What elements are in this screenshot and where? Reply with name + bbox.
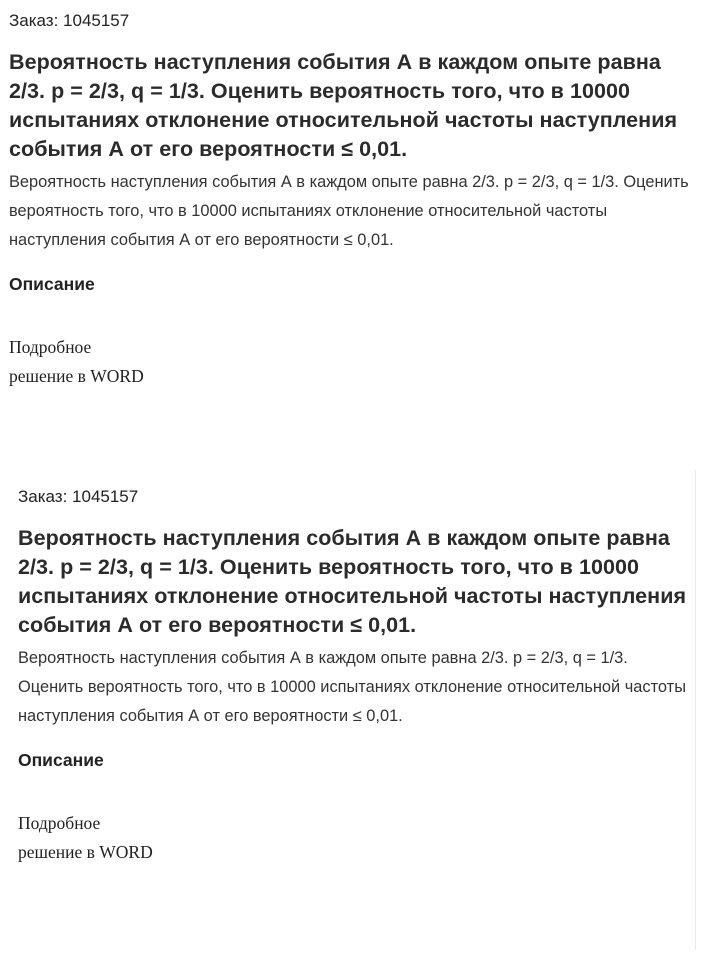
divider-line xyxy=(695,470,696,950)
order-number: Заказ: 1045157 xyxy=(18,487,139,506)
description-text xyxy=(9,333,209,391)
problem-title: Вероятность наступления события А в каждом опыте равна 2/3. p = 2/3, q = 1/3. Оценить вероятность того, что в 10000 испытаниях отклонение относительной частоты наступления события А от его вероятности ≤ 0,01. xyxy=(18,526,687,637)
description-heading: Описание xyxy=(9,274,95,294)
problem-title: Вероятность наступления события А в каждом опыте равна 2/3. p = 2/3, q = 1/3. Оценить вероятность того, что в 10000 испытаниях отклонение относительной частоты наступления события А от его вероятности ≤ 0,01. xyxy=(9,50,678,161)
problem-statement: Вероятность наступления события А в каждом опыте равна 2/3. p = 2/3, q = 1/3. Оценить вероятность того, что в 10000 испытаниях отклонение относительной частоты наступления события А от его вероятности ≤ 0,01. xyxy=(18,649,686,725)
description-heading: Описание xyxy=(18,750,104,770)
description-line: Подробное xyxy=(9,337,92,357)
order-block-primary xyxy=(9,8,695,391)
description-line: Подробное xyxy=(18,813,101,833)
description-text xyxy=(18,809,218,867)
order-block-copy xyxy=(18,484,690,867)
description-line: решение в WORD xyxy=(18,842,153,862)
problem-statement: Вероятность наступления события А в каждом опыте равна 2/3. p = 2/3, q = 1/3. Оценить вероятность того, что в 10000 испытаниях отклонение относительной частоты наступления события А от его вероятности ≤ 0,01. xyxy=(9,173,689,249)
order-number: Заказ: 1045157 xyxy=(9,11,130,30)
description-line: решение в WORD xyxy=(9,366,144,386)
